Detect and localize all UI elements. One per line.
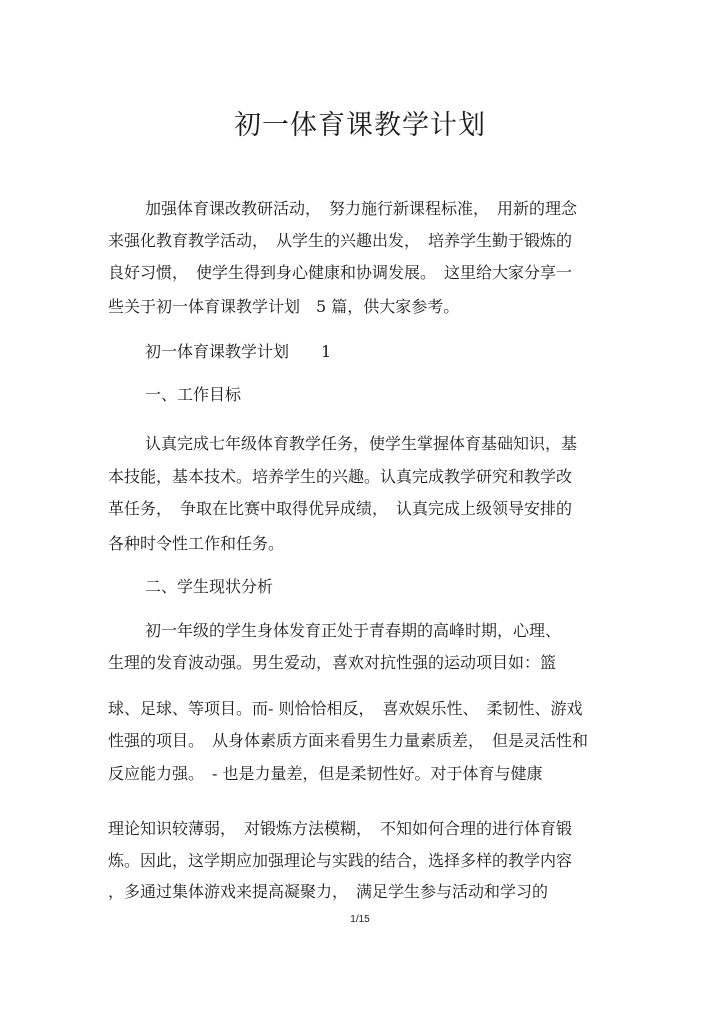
goals-line: 认真完成七年级体育教学任务，使学生掌握体育基础知识，基 [145, 434, 578, 453]
goals-line: 革任务， 争取在比赛中取得优异成绩， 认真完成上级领导安排的 [108, 499, 573, 518]
section-heading-goals: 一、工作目标 [145, 385, 242, 404]
analysis-line: ，多通过集体游戏来提高凝聚力， 满足学生参与活动和学习的 [108, 882, 549, 901]
intro-line: 加强体育课改教研活动， 努力施行新课程标准， 用新的理念 [145, 199, 578, 218]
analysis-line: 初一年级的学生身体发育正处于青春期的高峰时期，心理、 [145, 621, 562, 640]
document-title: 初一体育课教学计划 [234, 110, 486, 141]
intro-line: 些关于初一体育课教学计划 5 篇，供大家参考。 [108, 297, 460, 316]
section-heading-analysis: 二、学生现状分析 [145, 577, 274, 596]
intro-line: 良好习惯， 使学生得到身心健康和协调发展。 这里给大家分享一 [108, 263, 573, 282]
goals-line: 各种时令性工作和任务。 [108, 534, 285, 553]
analysis-line: 性强的项目。 从身体素质方面来看男生力量素质差， 但是灵活性和 [108, 731, 589, 750]
page-number: 1/15 [350, 914, 370, 925]
analysis-line: 球、足球、等项目。而- 则恰恰相反， 喜欢娱乐性、 柔韧性、游戏 [108, 699, 583, 718]
plan-heading: 初一体育课教学计划 1 [145, 342, 332, 361]
analysis-line: 生理的发育波动强。男生爱动，喜欢对抗性强的运动项目如：篮 [108, 653, 557, 672]
intro-line: 来强化教育教学活动， 从学生的兴趣出发， 培养学生勤于锻炼的 [108, 231, 573, 250]
analysis-line: 反应能力强。 - 也是力量差，但是柔韧性好。对于体育与健康 [108, 764, 543, 783]
goals-line: 本技能，基本技术。培养学生的兴趣。认真完成教学研究和教学改 [108, 467, 573, 486]
analysis-line: 理论知识较薄弱， 对锻炼方法模糊， 不知如何合理的进行体育锻 [108, 819, 573, 838]
analysis-line: 炼。因此，这学期应加强理论与实践的结合，选择多样的教学内容 [108, 851, 573, 870]
